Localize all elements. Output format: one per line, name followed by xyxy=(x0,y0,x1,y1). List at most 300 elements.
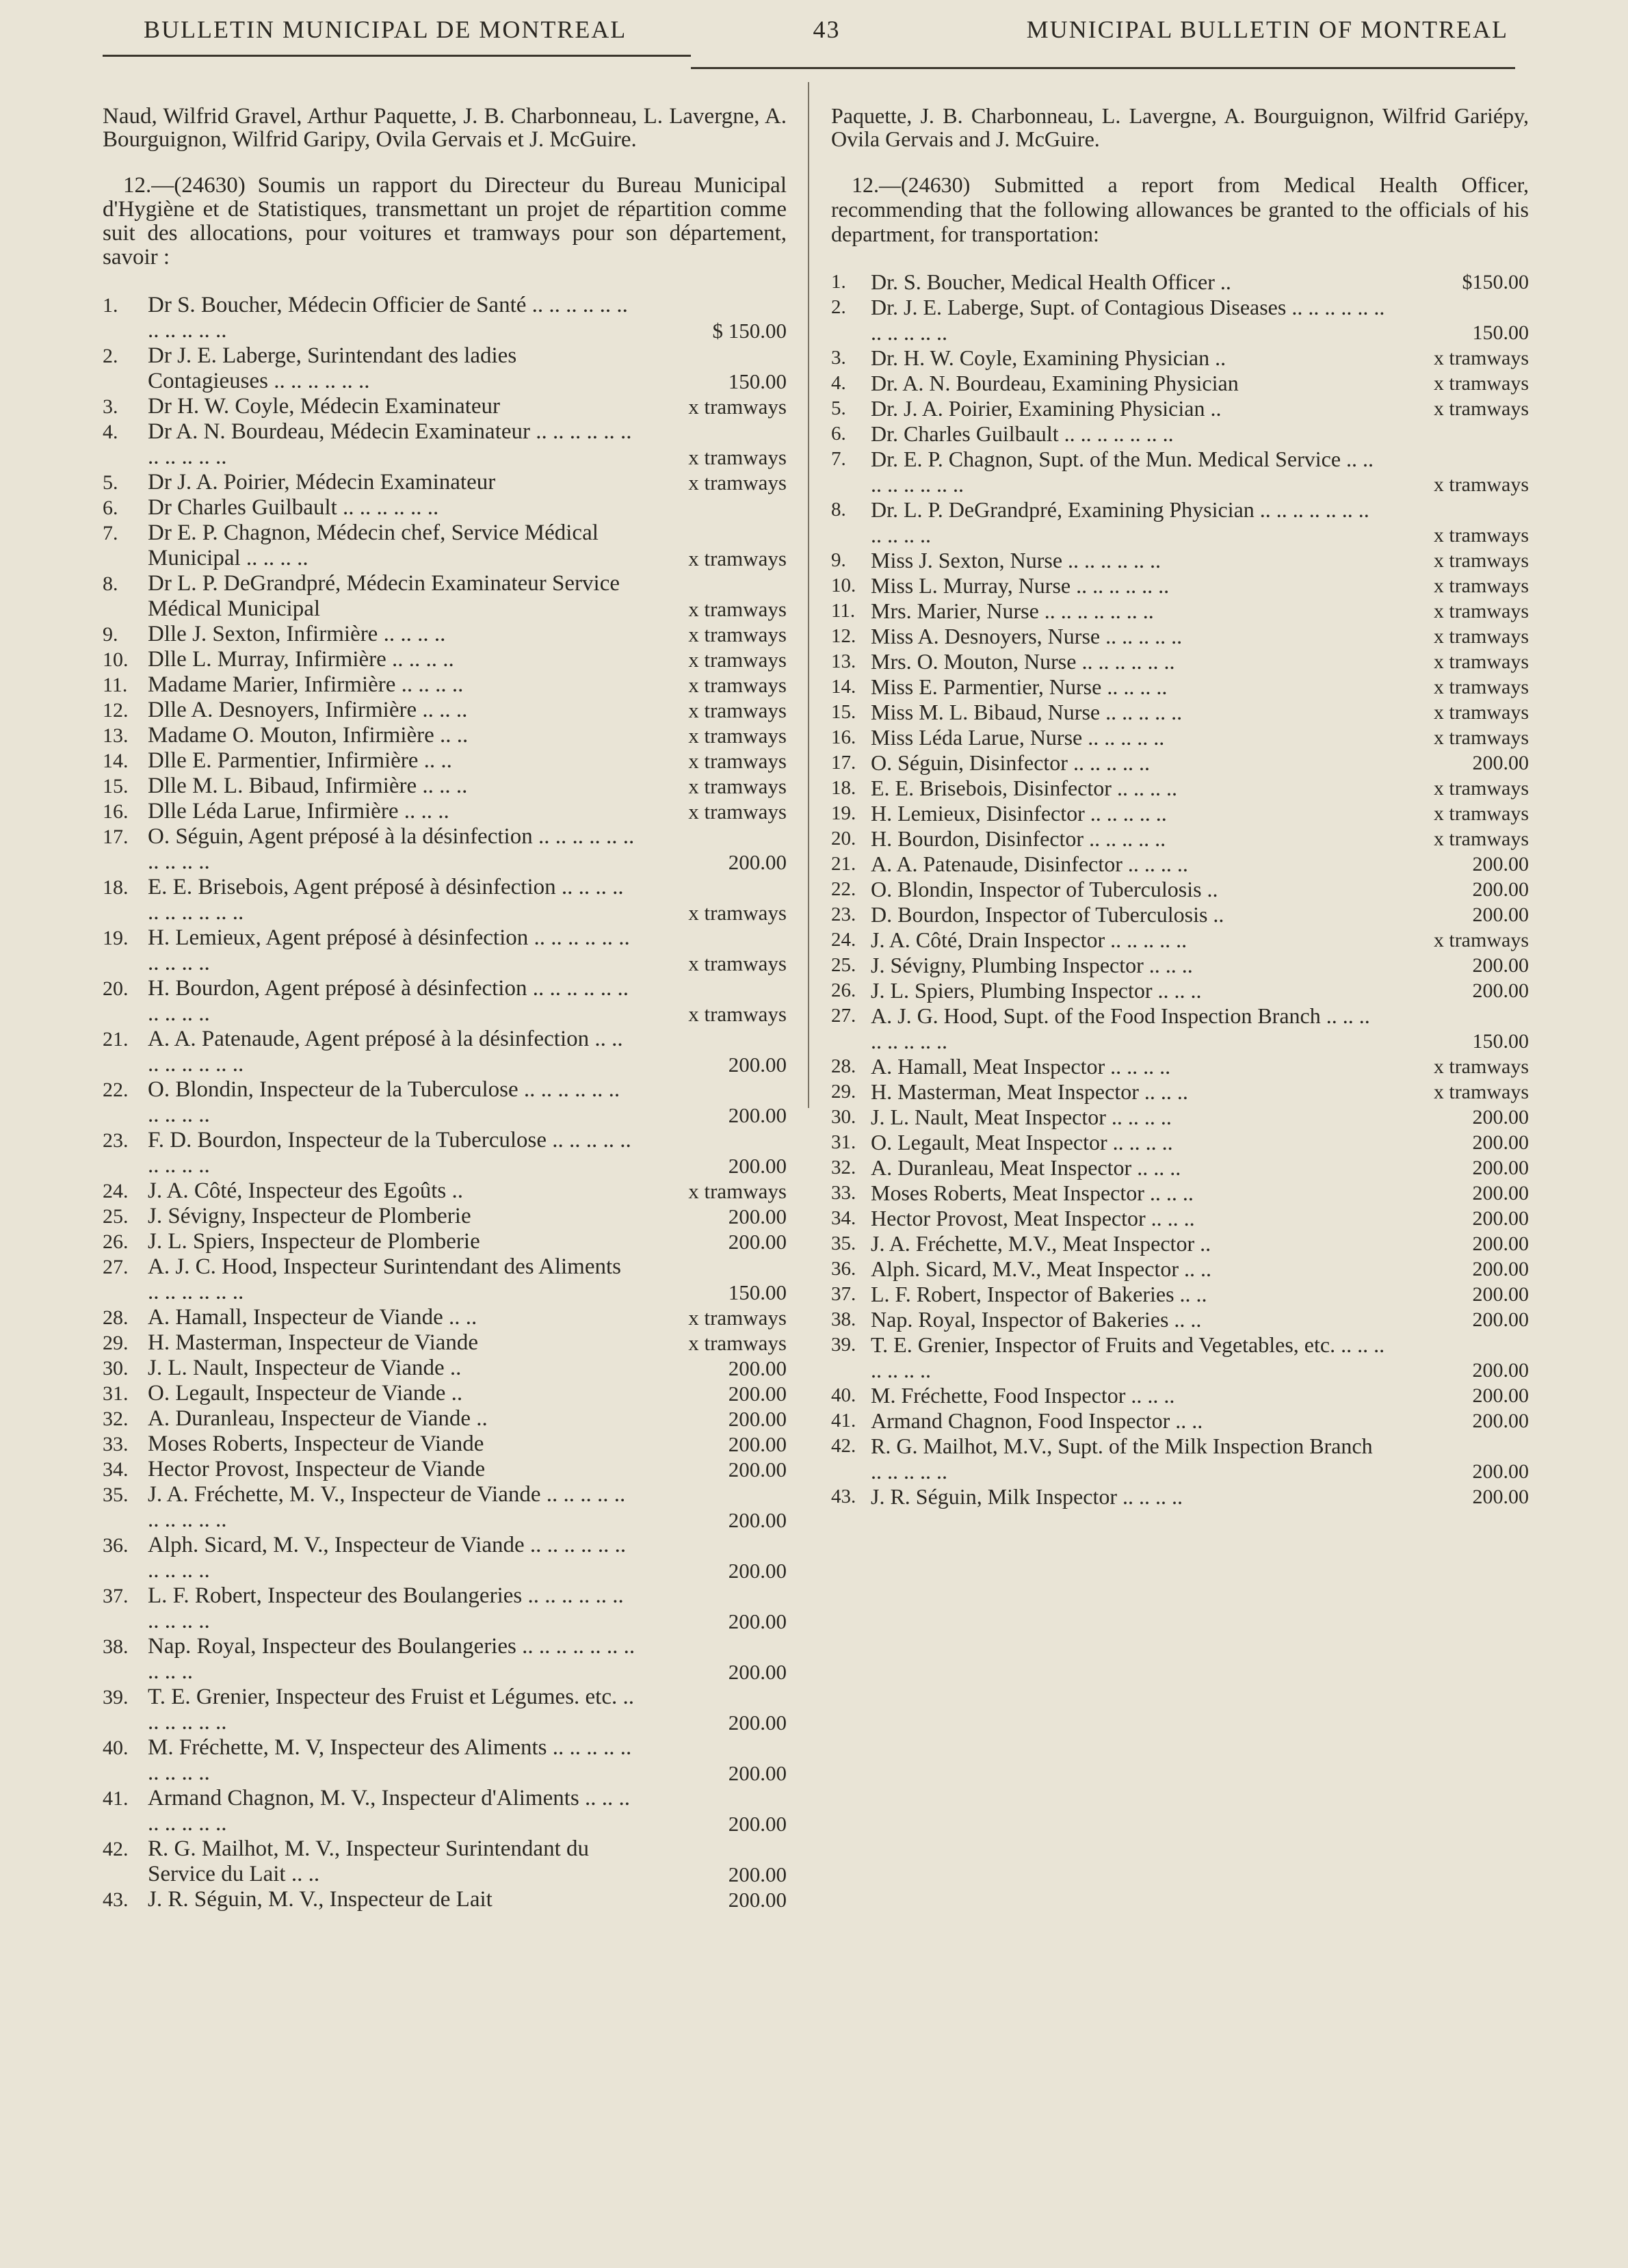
item-description: A. J. G. Hood, Supt. of the Food Inspection Branch .. .. .. .. .. .. .. .. xyxy=(871,1003,1370,1053)
item-number: 14. xyxy=(103,750,129,772)
item-number: 3. xyxy=(103,395,118,418)
list-item xyxy=(831,1484,1529,1509)
list-item xyxy=(103,1356,787,1381)
list-item xyxy=(103,723,787,748)
item-description: Miss Léda Larue, Nurse .. .. .. .. .. xyxy=(871,725,1165,750)
item-description: J. A. Fréchette, M. V., Inspecteur de Viande .. .. .. .. .. .. .. .. .. .. xyxy=(148,1482,626,1532)
item-number: 24. xyxy=(103,1180,129,1202)
list-item xyxy=(831,1408,1529,1434)
item-allowance: 150.00 xyxy=(728,1280,787,1304)
list-item xyxy=(831,776,1529,801)
item-number: 34. xyxy=(103,1458,129,1481)
item-number: 25. xyxy=(831,954,856,976)
item-description: Dr. H. W. Coyle, Examining Physician .. xyxy=(871,345,1226,370)
item-allowance: x tramways xyxy=(688,698,787,722)
item-allowance: $150.00 xyxy=(1462,271,1529,293)
list-item xyxy=(831,598,1529,624)
item-allowance: 200.00 xyxy=(728,1154,787,1178)
item-number: 27. xyxy=(831,1005,856,1027)
list-item xyxy=(831,1206,1529,1231)
list-item xyxy=(103,698,787,723)
item-number: 41. xyxy=(103,1787,129,1810)
item-number: 10. xyxy=(831,575,856,596)
item-allowance: 200.00 xyxy=(728,1508,787,1532)
item-number: 14. xyxy=(831,676,856,698)
item-number: 20. xyxy=(103,977,129,1000)
item-allowance: x tramways xyxy=(1433,777,1529,800)
list-item xyxy=(103,824,787,875)
list-item xyxy=(103,1685,787,1735)
item-allowance: x tramways xyxy=(1433,524,1529,546)
item-description: J. L. Spiers, Plumbing Inspector .. .. .. xyxy=(871,978,1202,1003)
list-item xyxy=(831,1332,1529,1383)
item-description: Dr. S. Boucher, Medical Health Officer .. xyxy=(871,269,1231,294)
list-item xyxy=(831,1307,1529,1332)
list-item xyxy=(103,774,787,799)
list-item xyxy=(831,801,1529,826)
item-description: A. Duranleau, Meat Inspector .. .. .. xyxy=(871,1155,1181,1180)
header-title-english: MUNICIPAL BULLETIN OF MONTREAL xyxy=(1026,16,1508,43)
item-allowance: 200.00 xyxy=(728,1812,787,1836)
item-description: A. Hamall, Inspecteur de Viande .. .. xyxy=(148,1305,477,1330)
item-allowance: 200.00 xyxy=(1472,1106,1529,1129)
item-number: 4. xyxy=(103,421,118,443)
item-number: 17. xyxy=(103,826,129,848)
item-number: 35. xyxy=(103,1484,129,1506)
item-number: 20. xyxy=(831,828,856,849)
french-column xyxy=(103,82,787,1912)
item-allowance: x tramways xyxy=(688,951,787,975)
item-number: 36. xyxy=(831,1258,856,1280)
item-allowance: x tramways xyxy=(688,774,787,798)
item-number: 43. xyxy=(831,1486,856,1507)
list-item xyxy=(103,875,787,925)
item-number: 15. xyxy=(831,701,856,723)
item-description: M. Fréchette, Food Inspector .. .. .. xyxy=(871,1383,1175,1408)
list-item xyxy=(831,1003,1529,1054)
item-allowance: x tramways xyxy=(688,471,787,495)
item-description: Dlle M. L. Bibaud, Infirmière .. .. .. xyxy=(148,774,468,798)
item-number: 24. xyxy=(831,929,856,951)
item-allowance: 200.00 xyxy=(1472,1131,1529,1154)
item-description: Dlle E. Parmentier, Infirmière .. .. xyxy=(148,748,452,773)
item-description: Dr L. P. DeGrandpré, Médecin Examinateur Service Médical Municipal xyxy=(148,571,620,621)
item-allowance: 200.00 xyxy=(1472,979,1529,1002)
item-allowance: 200.00 xyxy=(728,1609,787,1633)
item-number: 15. xyxy=(103,775,129,797)
item-number: 2. xyxy=(103,345,118,367)
item-allowance: 200.00 xyxy=(728,1432,787,1456)
item-description: F. D. Bourdon, Inspecteur de la Tuberculose .. .. .. .. .. .. .. .. .. xyxy=(148,1128,631,1178)
list-item xyxy=(103,1254,787,1305)
item-allowance: x tramways xyxy=(688,395,787,419)
item-number: 39. xyxy=(103,1686,129,1709)
item-allowance: 200.00 xyxy=(1472,1486,1529,1508)
item-number: 29. xyxy=(103,1332,129,1354)
item-description: H. Masterman, Meat Inspector .. .. .. xyxy=(871,1079,1188,1104)
running-header xyxy=(144,12,1508,47)
item-allowance: 200.00 xyxy=(1472,853,1529,875)
english-column xyxy=(831,82,1529,1509)
list-item xyxy=(103,1432,787,1457)
item-allowance: x tramways xyxy=(1433,1055,1529,1078)
item-allowance: x tramways xyxy=(1433,929,1529,951)
item-number: 31. xyxy=(103,1382,129,1405)
item-number: 4. xyxy=(831,372,846,394)
item-number: 11. xyxy=(831,600,856,622)
item-description: Dr E. P. Chagnon, Médecin chef, Service Médical Municipal .. .. .. .. xyxy=(148,520,599,570)
item-description: Dlle A. Desnoyers, Infirmière .. .. .. xyxy=(148,698,468,722)
item-number: 28. xyxy=(831,1055,856,1077)
item-allowance: 200.00 xyxy=(1472,752,1529,774)
item-number: 19. xyxy=(103,927,129,949)
list-item xyxy=(103,1204,787,1229)
list-item xyxy=(831,497,1529,548)
item-number: 31. xyxy=(831,1131,856,1153)
list-item xyxy=(831,852,1529,877)
item-description: Nap. Royal, Inspector of Bakeries .. .. xyxy=(871,1307,1202,1332)
item-number: 37. xyxy=(831,1283,856,1305)
item-description: Moses Roberts, Inspecteur de Viande xyxy=(148,1432,484,1456)
item-description: Dr Charles Guilbault .. .. .. .. .. .. xyxy=(148,495,439,520)
item-description: Dr. L. P. DeGrandpré, Examining Physician .. .. .. .. .. .. .. .. .. .. .. xyxy=(871,497,1369,547)
item-allowance: x tramways xyxy=(1433,650,1529,673)
list-item xyxy=(103,1786,787,1836)
item-description: E. E. Brisebois, Agent préposé à désinfection .. .. .. .. .. .. .. .. .. .. xyxy=(148,875,624,925)
item-allowance: 200.00 xyxy=(728,1103,787,1127)
item-description: Nap. Royal, Inspecteur des Boulangeries .. .. .. .. .. .. .. .. .. .. xyxy=(148,1634,635,1684)
item-description: H. Lemieux, Disinfector .. .. .. .. .. xyxy=(871,801,1167,826)
item-description: O. Legault, Meat Inspector .. .. .. .. xyxy=(871,1130,1173,1155)
item-allowance: x tramways xyxy=(688,648,787,672)
item-number: 18. xyxy=(831,777,856,799)
item-description: Dr J. E. Laberge, Surintendant des ladies Contagieuses .. .. .. .. .. .. xyxy=(148,343,517,393)
item-number: 11. xyxy=(103,674,128,696)
list-item xyxy=(831,1256,1529,1282)
item-number: 18. xyxy=(103,876,129,899)
english-intro-paragraph: Paquette, J. B. Charbonneau, L. Lavergne, A. Bourguignon, Wilfrid Gariépy, Ovila Gervais and J. McGuire. xyxy=(831,103,1529,151)
item-number: 9. xyxy=(831,549,846,571)
header-rule-right xyxy=(691,67,1515,69)
item-number: 23. xyxy=(103,1129,129,1152)
item-description: Dr. A. N. Bourdeau, Examining Physician xyxy=(871,371,1239,395)
item-description: Dr. J. E. Laberge, Supt. of Contagious Diseases .. .. .. .. .. .. .. .. .. .. .. xyxy=(871,295,1385,345)
list-item xyxy=(831,953,1529,978)
item-allowance: 200.00 xyxy=(1472,1460,1529,1483)
list-item xyxy=(103,976,787,1027)
item-allowance: x tramways xyxy=(688,800,787,823)
item-number: 27. xyxy=(103,1256,129,1278)
item-allowance: x tramways xyxy=(1433,600,1529,622)
item-allowance: 200.00 xyxy=(1472,1308,1529,1331)
item-description: T. E. Grenier, Inspector of Fruits and Vegetables, etc. .. .. .. .. .. .. .. xyxy=(871,1332,1385,1382)
item-allowance: 200.00 xyxy=(1472,1258,1529,1280)
header-rule-left xyxy=(103,55,691,57)
list-item xyxy=(831,927,1529,953)
item-number: 6. xyxy=(103,497,118,519)
french-report-paragraph: 12.—(24630) Soumis un rapport du Directeur du Bureau Municipal d'Hygiène et de Statistiques, transmettant un projet de répartition comme suit des allocations, pour voitures et tramways pour son département, savoir : xyxy=(103,173,787,269)
list-item xyxy=(103,1887,787,1912)
item-allowance: x tramways xyxy=(688,445,787,469)
item-allowance: 200.00 xyxy=(728,1711,787,1735)
list-item xyxy=(831,548,1529,573)
list-item xyxy=(103,1128,787,1178)
item-description: O. Séguin, Agent préposé à la désinfection .. .. .. .. .. .. .. .. .. .. xyxy=(148,824,635,874)
english-report-paragraph: 12.—(24630) Submitted a report from Medical Health Officer, recommending that the following allowances be granted to the officials of his department, for transportation: xyxy=(831,172,1529,246)
item-allowance: x tramways xyxy=(1433,347,1529,369)
item-description: J. L. Nault, Meat Inspector .. .. .. .. xyxy=(871,1105,1172,1129)
column-divider xyxy=(808,82,809,1108)
item-number: 5. xyxy=(831,397,846,419)
item-allowance: 200.00 xyxy=(728,1862,787,1886)
list-item xyxy=(831,1155,1529,1181)
list-item xyxy=(831,877,1529,902)
list-item xyxy=(103,394,787,419)
item-allowance: 200.00 xyxy=(728,850,787,874)
item-description: Miss A. Desnoyers, Nurse .. .. .. .. .. xyxy=(871,624,1183,648)
list-item xyxy=(103,520,787,571)
list-item xyxy=(831,447,1529,497)
list-item xyxy=(103,343,787,394)
item-description: O. Séguin, Disinfector .. .. .. .. .. xyxy=(871,750,1150,775)
list-item xyxy=(831,1434,1529,1484)
item-description: Miss L. Murray, Nurse .. .. .. .. .. .. xyxy=(871,573,1170,598)
item-number: 28. xyxy=(103,1306,129,1329)
item-allowance: 200.00 xyxy=(728,1053,787,1077)
item-number: 35. xyxy=(831,1232,856,1254)
item-number: 36. xyxy=(103,1534,129,1557)
list-item xyxy=(831,1054,1529,1079)
item-allowance: 200.00 xyxy=(728,1204,787,1228)
item-description: T. E. Grenier, Inspecteur des Fruist et Légumes. etc. .. .. .. .. .. .. xyxy=(148,1685,634,1735)
list-item xyxy=(103,571,787,622)
item-description: H. Bourdon, Agent préposé à désinfection .. .. .. .. .. .. .. .. .. .. xyxy=(148,976,629,1026)
item-number: 29. xyxy=(831,1081,856,1103)
item-description: Armand Chagnon, M. V., Inspecteur d'Aliments .. .. .. .. .. .. .. .. xyxy=(148,1786,630,1836)
item-allowance: x tramways xyxy=(688,622,787,646)
item-description: Hector Provost, Inspecteur de Viande xyxy=(148,1457,486,1481)
list-item xyxy=(831,649,1529,674)
item-description: Miss E. Parmentier, Nurse .. .. .. .. xyxy=(871,674,1168,699)
item-number: 38. xyxy=(831,1308,856,1330)
item-number: 43. xyxy=(103,1888,129,1911)
item-number: 1. xyxy=(103,294,118,317)
item-allowance: 150.00 xyxy=(728,369,787,393)
item-allowance: x tramways xyxy=(688,1306,787,1330)
item-number: 12. xyxy=(831,625,856,647)
list-item xyxy=(103,495,787,520)
list-item xyxy=(103,1178,787,1204)
item-description: Dr. J. A. Poirier, Examining Physician .. xyxy=(871,396,1222,421)
item-number: 42. xyxy=(831,1435,856,1457)
item-description: Miss M. L. Bibaud, Nurse .. .. .. .. .. xyxy=(871,700,1183,724)
item-allowance: 200.00 xyxy=(728,1230,787,1254)
list-item xyxy=(103,622,787,647)
item-description: Dlle Léda Larue, Infirmière .. .. .. xyxy=(148,799,449,823)
item-description: D. Bourdon, Inspector of Tuberculosis .. xyxy=(871,902,1224,927)
list-item xyxy=(103,1381,787,1406)
item-allowance: x tramways xyxy=(1433,802,1529,825)
item-allowance: 200.00 xyxy=(1472,1384,1529,1407)
item-allowance: 200.00 xyxy=(728,1382,787,1406)
item-number: 25. xyxy=(103,1205,129,1228)
item-description: J. A. Côté, Inspecteur des Egoûts .. xyxy=(148,1178,464,1203)
item-description: R. G. Mailhot, M.V., Supt. of the Milk Inspection Branch .. .. .. .. .. xyxy=(871,1434,1373,1484)
list-item xyxy=(103,1027,787,1077)
list-item xyxy=(103,293,787,343)
item-description: Moses Roberts, Meat Inspector .. .. .. xyxy=(871,1181,1194,1205)
item-number: 8. xyxy=(831,499,846,520)
item-description: A. A. Patenaude, Disinfector .. .. .. .. xyxy=(871,852,1188,876)
item-allowance: 200.00 xyxy=(728,1888,787,1912)
item-number: 21. xyxy=(831,853,856,875)
item-description: O. Legault, Inspecteur de Viande .. xyxy=(148,1381,463,1406)
list-item xyxy=(103,419,787,470)
item-number: 16. xyxy=(831,726,856,748)
list-item xyxy=(103,1330,787,1356)
item-number: 8. xyxy=(103,572,118,595)
list-item xyxy=(103,1406,787,1432)
item-description: A. Duranleau, Inspecteur de Viande .. xyxy=(148,1406,488,1431)
item-description: M. Fréchette, M. V, Inspecteur des Aliments .. .. .. .. .. .. .. .. .. xyxy=(148,1735,632,1785)
item-allowance: 200.00 xyxy=(1472,1283,1529,1306)
list-item xyxy=(103,748,787,774)
list-item xyxy=(831,421,1529,447)
item-number: 30. xyxy=(831,1106,856,1128)
list-item xyxy=(831,978,1529,1003)
list-item xyxy=(103,1077,787,1128)
item-allowance: 200.00 xyxy=(1472,878,1529,901)
item-allowance: 200.00 xyxy=(1472,904,1529,926)
item-description: J. Sévigny, Plumbing Inspector .. .. .. xyxy=(871,953,1193,977)
item-description: Mrs. Marier, Nurse .. .. .. .. .. .. .. xyxy=(871,598,1154,623)
item-number: 38. xyxy=(103,1635,129,1658)
item-allowance: x tramways xyxy=(1433,473,1529,496)
list-item xyxy=(831,573,1529,598)
item-description: Hector Provost, Meat Inspector .. .. .. xyxy=(871,1206,1195,1230)
item-allowance: x tramways xyxy=(688,1331,787,1355)
item-number: 40. xyxy=(103,1737,129,1759)
item-description: Madame O. Mouton, Infirmière .. .. xyxy=(148,723,469,748)
list-item xyxy=(831,1231,1529,1256)
item-allowance: x tramways xyxy=(1433,1081,1529,1103)
item-allowance: x tramways xyxy=(1433,726,1529,749)
item-number: 39. xyxy=(831,1334,856,1356)
item-description: J. L. Nault, Inspecteur de Viande .. xyxy=(148,1356,462,1380)
item-allowance: x tramways xyxy=(1433,575,1529,597)
item-description: Dlle J. Sexton, Infirmière .. .. .. .. xyxy=(148,622,446,646)
list-item xyxy=(831,624,1529,649)
item-allowance: x tramways xyxy=(688,749,787,773)
item-number: 21. xyxy=(103,1028,129,1051)
item-number: 10. xyxy=(103,648,129,671)
item-description: L. F. Robert, Inspecteur des Boulangeries .. .. .. .. .. .. .. .. .. .. xyxy=(148,1583,624,1633)
item-description: Dr S. Boucher, Médecin Officier de Santé .. .. .. .. .. .. .. .. .. .. .. xyxy=(148,293,628,343)
item-number: 40. xyxy=(831,1384,856,1406)
item-number: 22. xyxy=(103,1079,129,1101)
item-allowance: $ 150.00 xyxy=(712,319,787,343)
item-description: O. Blondin, Inspecteur de la Tuberculose .. .. .. .. .. .. .. .. .. .. xyxy=(148,1077,620,1127)
list-item xyxy=(103,470,787,495)
item-number: 13. xyxy=(103,724,129,747)
item-number: 2. xyxy=(831,296,846,318)
list-item xyxy=(831,1079,1529,1105)
list-item xyxy=(831,902,1529,927)
item-allowance: x tramways xyxy=(688,597,787,621)
item-description: J. A. Fréchette, M.V., Meat Inspector .. xyxy=(871,1231,1211,1256)
item-allowance: 200.00 xyxy=(1472,1410,1529,1432)
item-number: 7. xyxy=(831,448,846,470)
list-item xyxy=(831,269,1529,295)
item-allowance: 200.00 xyxy=(1472,1232,1529,1255)
item-allowance: 200.00 xyxy=(728,1458,787,1481)
list-item xyxy=(831,750,1529,776)
item-description: L. F. Robert, Inspector of Bakeries .. .. xyxy=(871,1282,1207,1306)
list-item xyxy=(831,371,1529,396)
list-item xyxy=(831,725,1529,750)
list-item xyxy=(103,1229,787,1254)
item-allowance: x tramways xyxy=(688,1179,787,1203)
item-description: E. E. Brisebois, Disinfector .. .. .. .. xyxy=(871,776,1177,800)
item-description: Alph. Sicard, M.V., Meat Inspector .. .. xyxy=(871,1256,1211,1281)
list-item xyxy=(103,1305,787,1330)
item-description: H. Lemieux, Agent préposé à désinfection .. .. .. .. .. .. .. .. .. .. xyxy=(148,925,630,975)
item-number: 3. xyxy=(831,347,846,369)
item-allowance: 200.00 xyxy=(1472,1157,1529,1179)
item-number: 33. xyxy=(831,1182,856,1204)
item-description: Miss J. Sexton, Nurse .. .. .. .. .. .. xyxy=(871,548,1161,572)
list-item xyxy=(831,1181,1529,1206)
item-allowance: x tramways xyxy=(1433,397,1529,420)
item-description: A. Hamall, Meat Inspector .. .. .. .. xyxy=(871,1054,1171,1079)
item-number: 32. xyxy=(831,1157,856,1178)
item-description: Dr. E. P. Chagnon, Supt. of the Mun. Medical Service .. .. .. .. .. .. .. .. xyxy=(871,447,1374,497)
list-item xyxy=(103,672,787,698)
list-item xyxy=(103,1634,787,1685)
item-allowance: 200.00 xyxy=(728,1407,787,1431)
item-description: Dr J. A. Poirier, Médecin Examinateur xyxy=(148,470,496,495)
item-allowance: 200.00 xyxy=(1472,1182,1529,1204)
item-number: 22. xyxy=(831,878,856,900)
item-number: 41. xyxy=(831,1410,856,1432)
item-allowance: x tramways xyxy=(1433,625,1529,648)
list-item xyxy=(103,799,787,824)
list-item xyxy=(103,1836,787,1887)
item-description: Dlle L. Murray, Infirmière .. .. .. .. xyxy=(148,647,454,672)
item-allowance: x tramways xyxy=(688,673,787,697)
item-description: Armand Chagnon, Food Inspector .. .. xyxy=(871,1408,1203,1433)
item-number: 19. xyxy=(831,802,856,824)
list-item xyxy=(831,295,1529,345)
item-number: 9. xyxy=(103,623,118,646)
list-item xyxy=(103,1583,787,1634)
item-description: J. R. Séguin, M. V., Inspecteur de Lait xyxy=(148,1887,493,1912)
item-number: 34. xyxy=(831,1207,856,1229)
list-item xyxy=(831,1130,1529,1155)
item-number: 12. xyxy=(103,699,129,722)
item-number: 26. xyxy=(831,979,856,1001)
list-item xyxy=(831,396,1529,421)
list-item xyxy=(831,345,1529,371)
list-item xyxy=(103,647,787,672)
item-description: J. Sévigny, Inspecteur de Plomberie xyxy=(148,1204,471,1228)
item-allowance: x tramways xyxy=(1433,828,1529,850)
list-item xyxy=(831,1105,1529,1130)
french-allowance-list xyxy=(103,293,787,1912)
item-number: 16. xyxy=(103,800,129,823)
item-description: Dr H. W. Coyle, Médecin Examinateur xyxy=(148,394,501,419)
item-number: 26. xyxy=(103,1230,129,1253)
